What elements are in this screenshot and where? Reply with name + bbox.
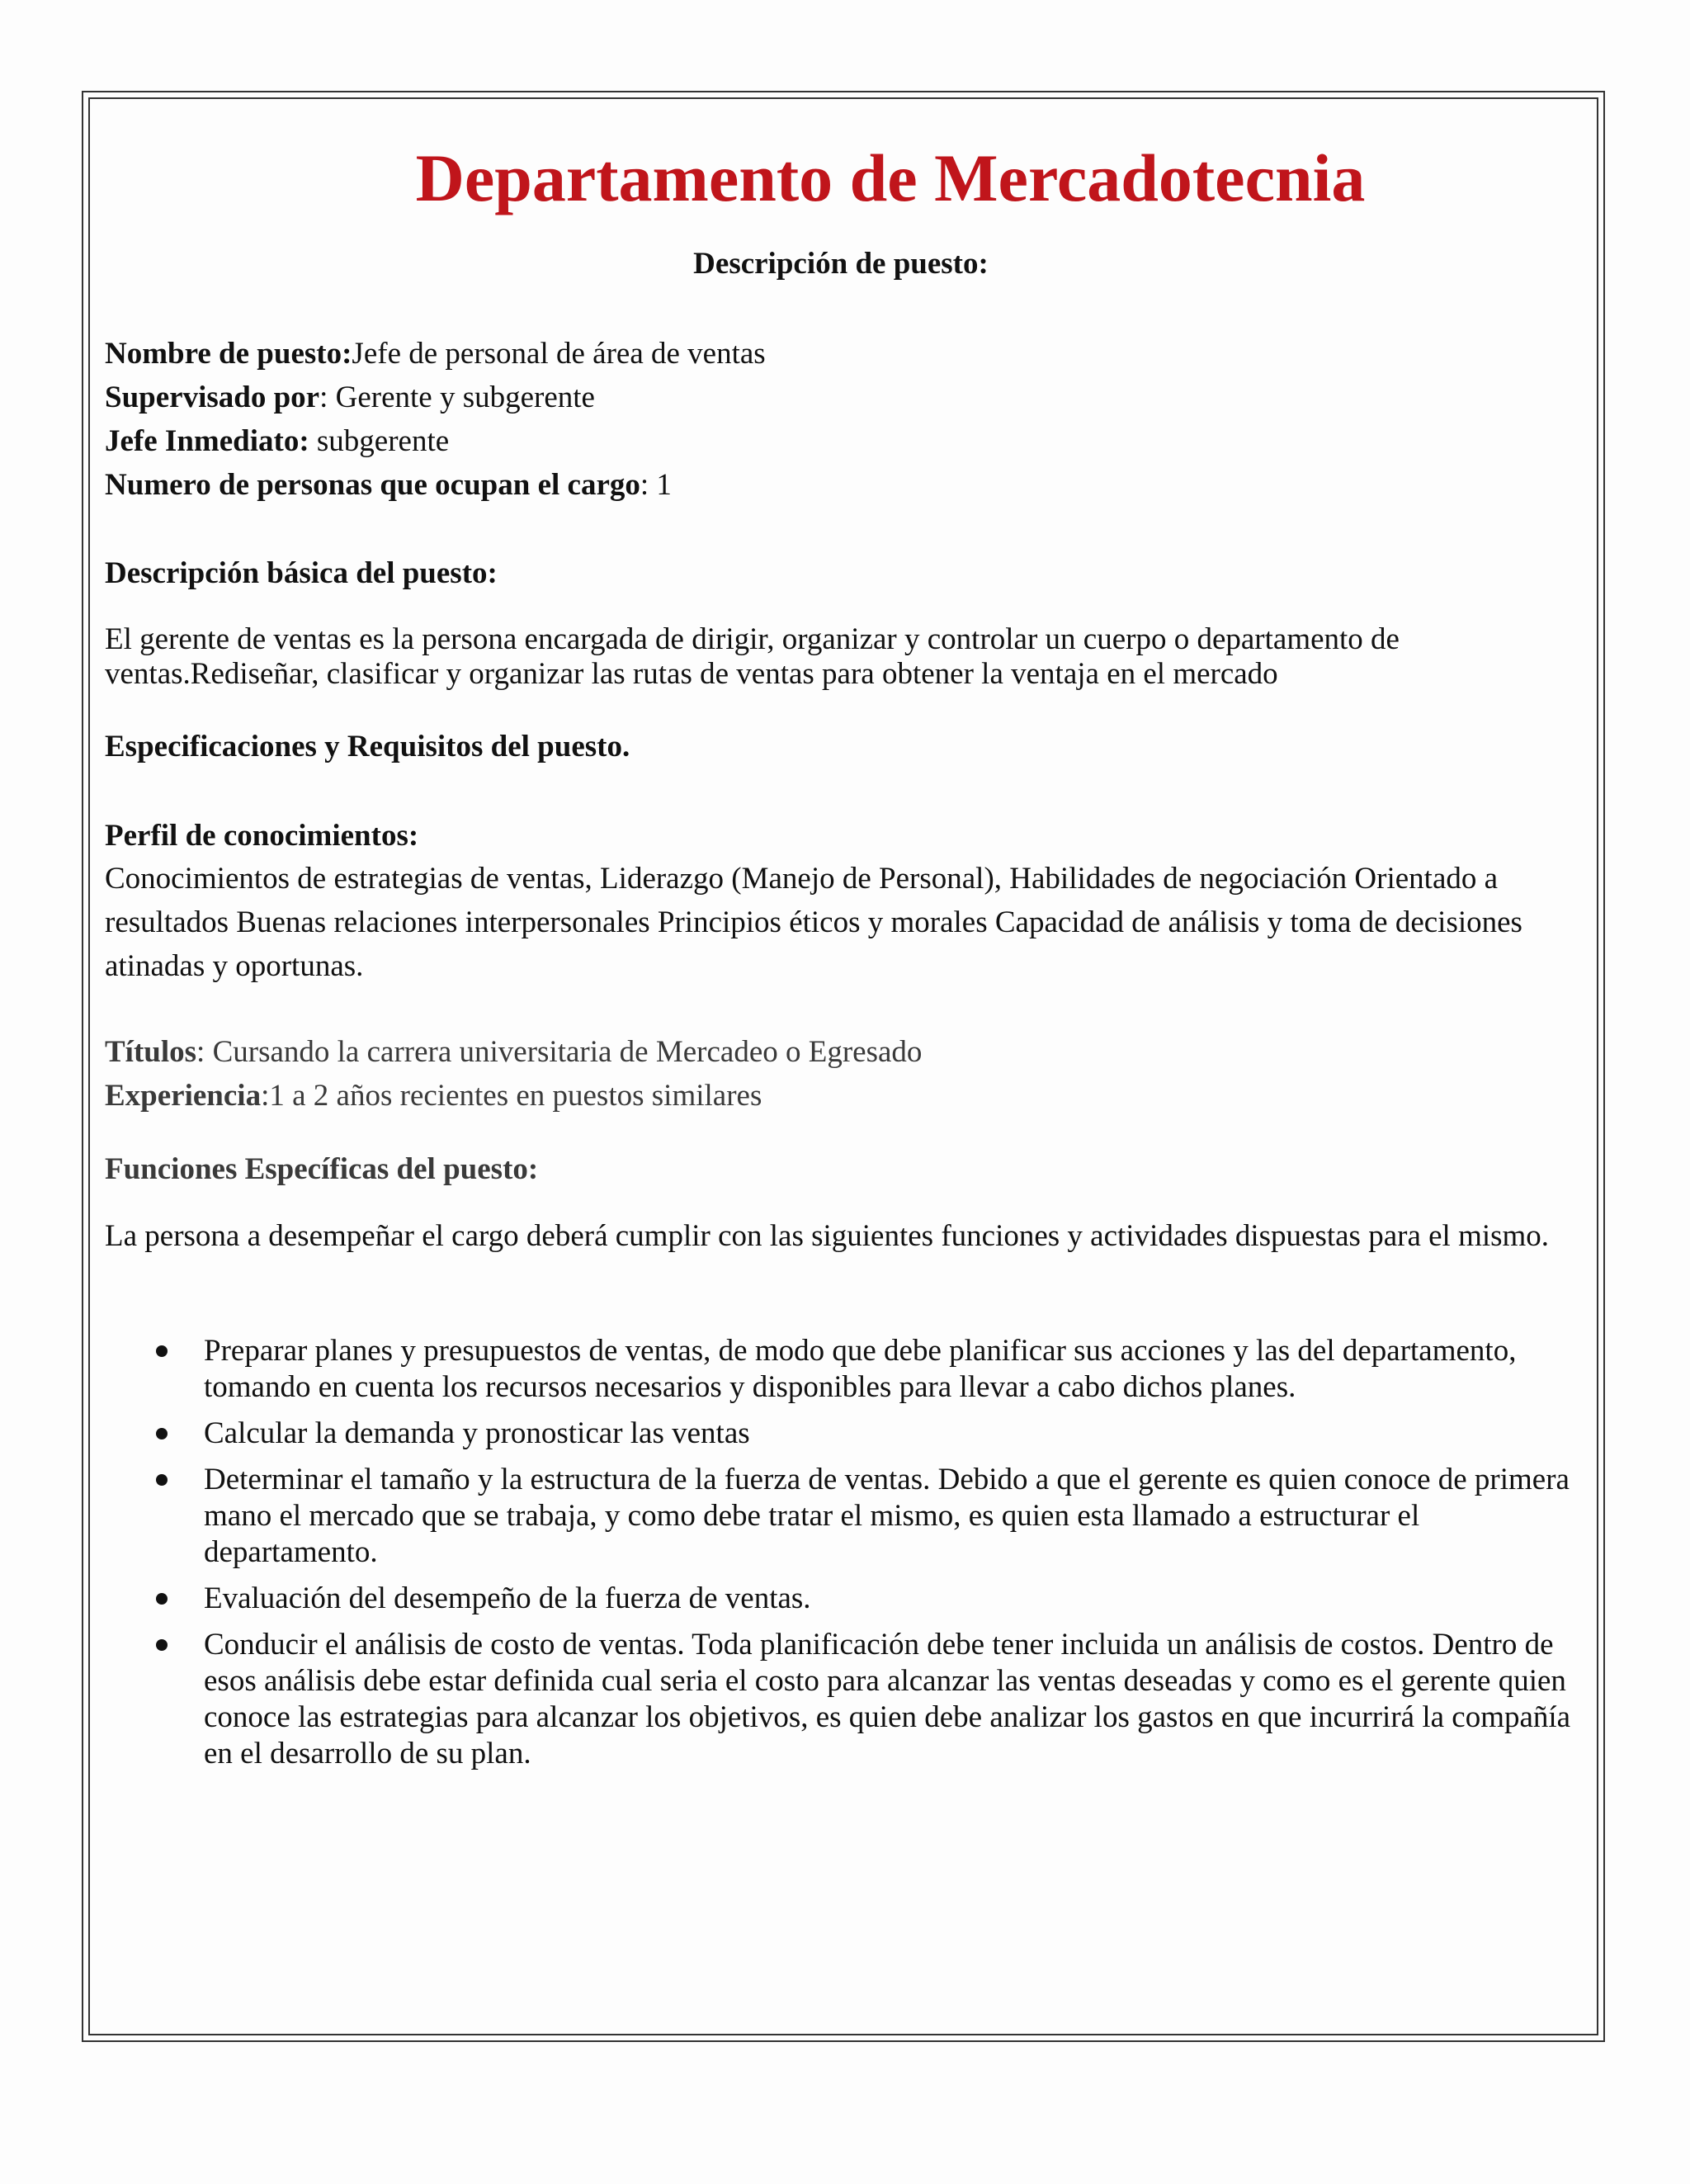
bullet-icon bbox=[156, 1639, 168, 1651]
titulos-value: : Cursando la carrera universitaria de Mercadeo o Egresado bbox=[196, 1035, 923, 1069]
functions-heading: Funciones Específicas del puesto: bbox=[105, 1152, 539, 1186]
list-item-text: Evaluación del desempeño de la fuerza de ventas. bbox=[204, 1581, 811, 1615]
list-item-text: Preparar planes y presupuestos de ventas, de modo que debe planificar sus acciones y las del departamento, tomando en cuenta los recursos necesarios y disponibles para llevar a cabo dichos planes. bbox=[204, 1334, 1517, 1404]
bullet-icon bbox=[156, 1345, 168, 1357]
basic-description-heading: Descripción básica del puesto: bbox=[105, 556, 498, 590]
field-value: subgerente bbox=[309, 424, 450, 458]
list-item bbox=[105, 1627, 1577, 1772]
field-value: : 1 bbox=[640, 468, 672, 502]
document-frame bbox=[82, 91, 1605, 2042]
field-label: Nombre de puesto: bbox=[105, 337, 352, 371]
field-label: Supervisado por bbox=[105, 381, 320, 414]
list-item bbox=[105, 1462, 1577, 1571]
experiencia-label: Experiencia bbox=[105, 1079, 262, 1113]
field-job-name bbox=[105, 332, 1577, 376]
bullet-icon bbox=[156, 1428, 168, 1439]
requirements bbox=[105, 1030, 1577, 1118]
page-subtitle: Descripción de puesto: bbox=[693, 247, 989, 281]
field-supervised-by bbox=[105, 376, 1577, 419]
titulos-label: Títulos bbox=[105, 1035, 197, 1069]
functions-intro: La persona a desempeñar el cargo deberá cumplir con las siguientes funciones y actividades dispuestas para el mismo. bbox=[105, 1219, 1550, 1253]
field-people-count bbox=[105, 463, 1577, 507]
functions-list bbox=[105, 1333, 1577, 1772]
list-item-text: Calcular la demanda y pronosticar las ventas bbox=[204, 1416, 750, 1450]
list-item bbox=[105, 1333, 1577, 1406]
titulos-line bbox=[105, 1030, 1577, 1074]
field-value: Jefe de personal de área de ventas bbox=[352, 337, 766, 371]
list-item bbox=[105, 1416, 1577, 1452]
basic-description-text: El gerente de ventas es la persona encargada de dirigir, organizar y controlar un cuerpo o departamento de ventas.Rediseñar, clasificar y organizar las rutas de ventas para obtener la ventaja en el mercado bbox=[105, 622, 1400, 691]
list-item bbox=[105, 1581, 1577, 1617]
specs-heading: Especificaciones y Requisitos del puesto. bbox=[105, 730, 630, 763]
knowledge-text: Conocimientos de estrategias de ventas, Liderazgo (Manejo de Personal), Habilidades de negociación Orientado a resultados Buenas relaciones interpersonales Principios éticos y morales Capacidad de análisis y toma de decisiones atinadas y oportunas. bbox=[105, 862, 1522, 983]
field-value: : Gerente y subgerente bbox=[319, 381, 595, 414]
field-immediate-boss bbox=[105, 419, 1577, 463]
bullet-icon bbox=[156, 1474, 168, 1486]
bullet-icon bbox=[156, 1593, 168, 1605]
list-item-text: Conducir el análisis de costo de ventas. Toda planificación debe tener incluida un análisis de costos. Dentro de esos análisis debe estar definida cual seria el costo para alcanzar las ventas deseadas y como es el gerente quien conoce las estrategias para alcanzar los objetivos, es quien debe analizar los gastos en que incurrirá la compañía en el desarrollo de su plan. bbox=[204, 1628, 1571, 1770]
list-item-text: Determinar el tamaño y la estructura de la fuerza de ventas. Debido a que el gerente es quien conoce de primera mano el mercado que se trabaja, y como debe tratar el mismo, es quien esta llamado a estructurar el departamento. bbox=[204, 1463, 1570, 1569]
knowledge-heading: Perfil de conocimientos: bbox=[105, 819, 419, 853]
page-title: Departamento de Mercadotecnia bbox=[415, 140, 1366, 215]
field-label: Numero de personas que ocupan el cargo bbox=[105, 468, 640, 502]
functions-list-container bbox=[105, 1333, 1577, 1782]
field-label: Jefe Inmediato: bbox=[105, 424, 309, 458]
experiencia-line bbox=[105, 1074, 1577, 1118]
experiencia-value: :1 a 2 años recientes en puestos similares bbox=[261, 1079, 762, 1113]
document-inner-frame bbox=[88, 97, 1598, 2035]
job-fields bbox=[105, 332, 1577, 507]
